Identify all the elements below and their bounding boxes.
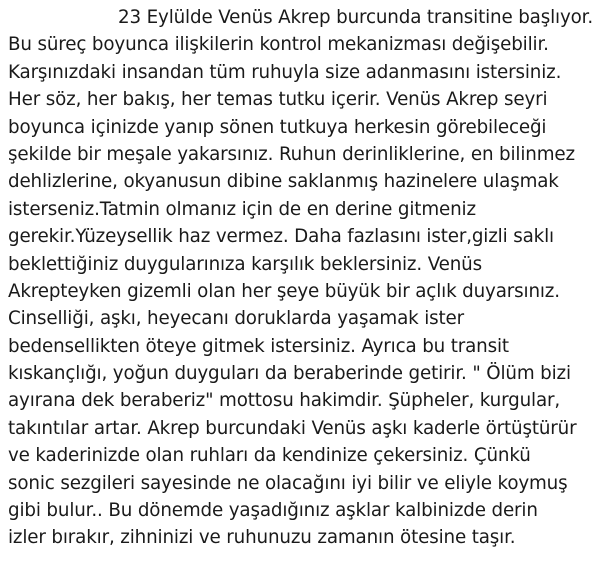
text-line: isterseniz.Tatmin olmanız için de en derine gitmeniz (8, 198, 476, 220)
text-line: ve kaderinizde olan ruhları da kendinize çekersiniz. Çünkü (8, 445, 531, 467)
text-line: 23 Eylülde Venüs Akrep burcunda transitine başlıyor. (118, 7, 594, 28)
text-line: gibi bulur.. Bu dönemde yaşadığınız aşklar kalbinizde derin (8, 500, 538, 522)
text-line: gerekir.Yüzeysellik haz vermez. Daha fazlasını ister,gizli saklı (8, 226, 554, 248)
text-line: izler bırakır, zihninizi ve ruhunuzu zamanın ötesine taşır. (8, 527, 516, 549)
text-line: dehlizlerine, okyanusun dibine saklanmış hazinelere ulaşmak (8, 171, 559, 193)
text-line: Cinselliği, aşkı, heyecanı doruklarda yaşamak ister (8, 308, 465, 330)
text-line: Karşınızdaki insandan tüm ruhuyla size adanmasını istersiniz. (8, 61, 562, 83)
text-line: takıntılar artar. Akrep burcundaki Venüs aşkı kaderle örtüştürür (8, 417, 577, 439)
text-line: Bu süreç boyunca ilişkilerin kontrol mekanizması değişebilir. (8, 34, 549, 56)
text-line: bedensellikten öteye gitmek istersiniz. Ayrıca bu transit (8, 335, 509, 357)
text-line: sonic sezgileri sayesinde ne olacağını iyi bilir ve eliyle koymuş (8, 472, 568, 494)
text-line: beklettiğiniz duygularınıza karşılık beklersiniz. Venüs (8, 253, 482, 275)
text-line: Akrepteyken gizemli olan her şeye büyük bir açlık duyarsınız. (8, 280, 560, 302)
text-line: şekilde bir meşale yakarsınız. Ruhun derinliklerine, en bilinmez (8, 143, 575, 165)
article-text (8, 4, 600, 552)
text-line: Her söz, her bakış, her temas tutku içerir. Venüs Akrep seyri (8, 89, 548, 111)
text-line: boyunca içinizde yanıp sönen tutkuya herkesin görebileceği (8, 116, 547, 138)
text-line: ayırana dek beraberiz" mottosu hakimdir. Şüpheler, kurgular, (8, 390, 561, 412)
text-line: kıskançlığı, yoğun duyguları da beraberinde getirir. " Ölüm bizi (8, 363, 571, 385)
